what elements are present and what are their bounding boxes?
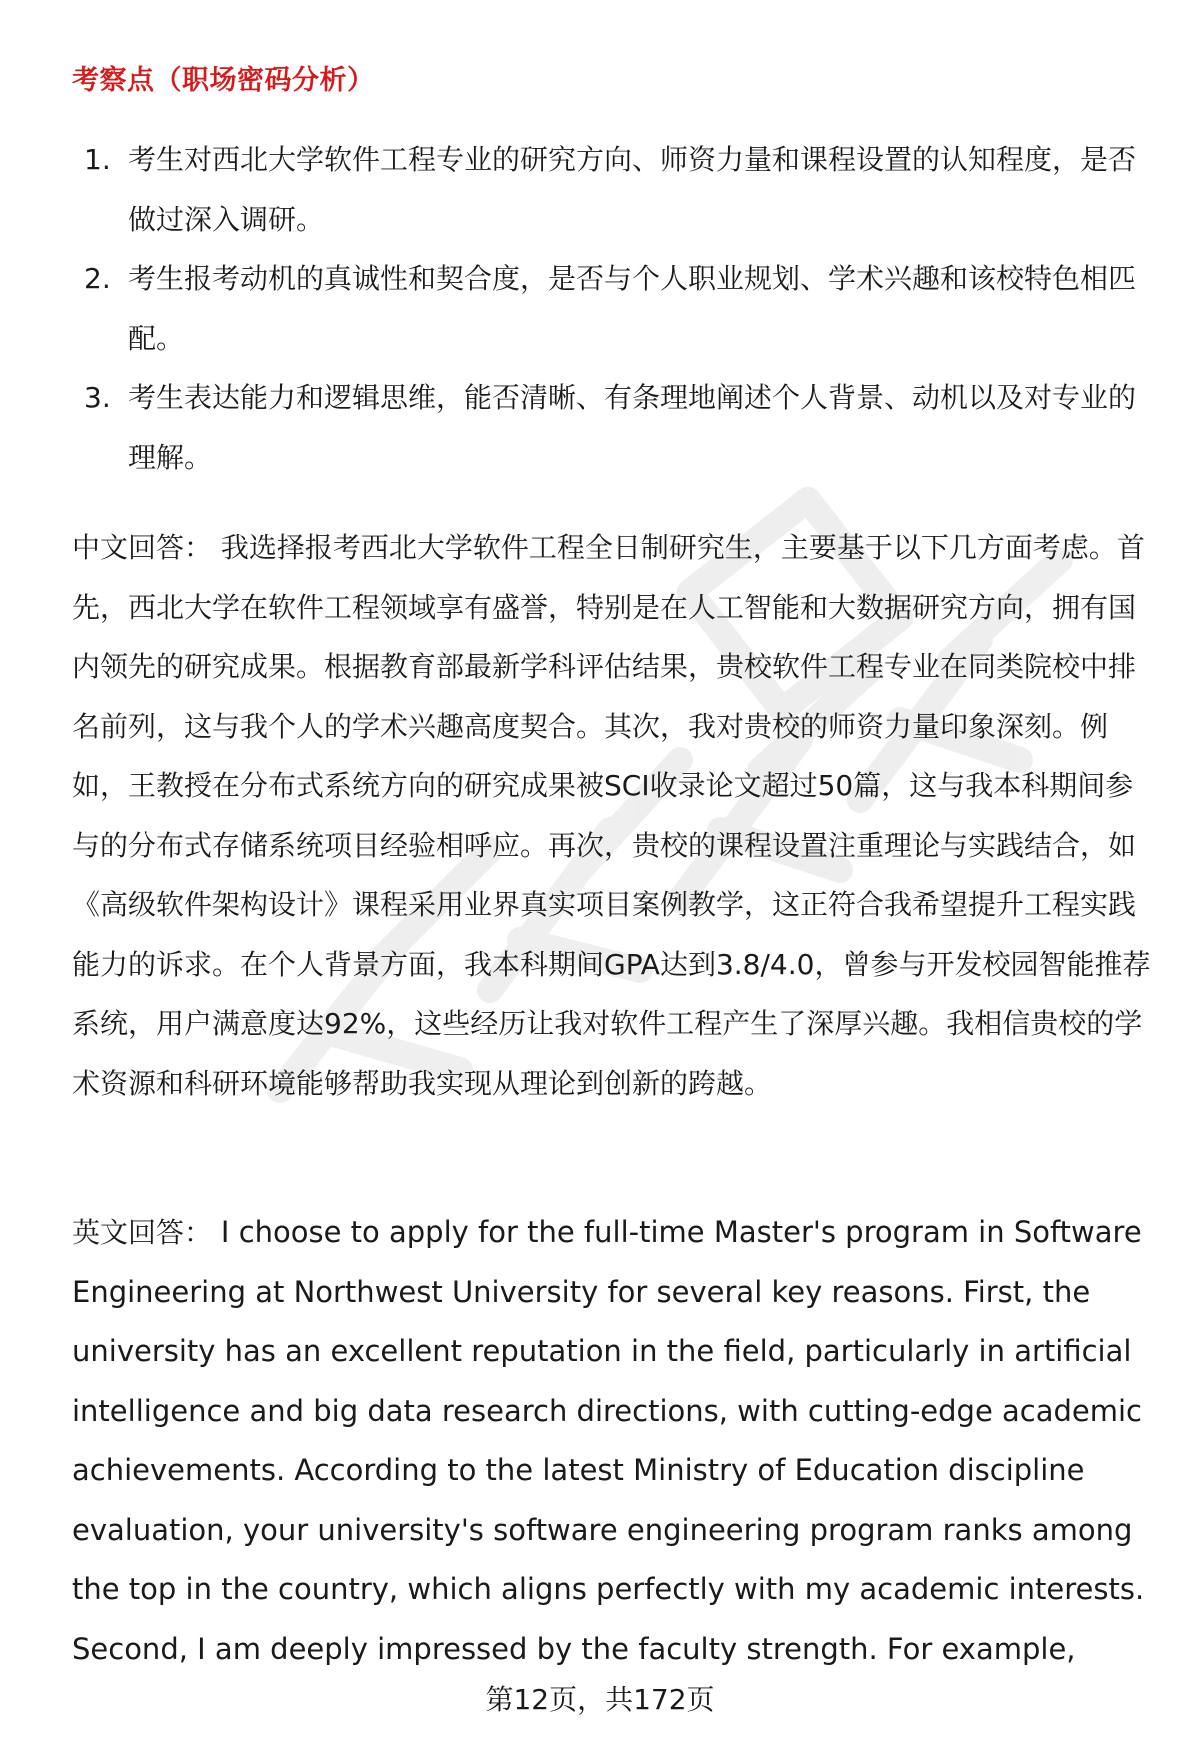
list-item-number: 2. (84, 262, 111, 295)
english-answer (72, 1203, 1157, 1679)
english-answer-text: I choose to apply for the full-time Master's program in Software Engineering at Northwest University for several key reasons. First, the university has an excellent reputation in the field, particularly in artificial intelligence and big data research directions, with cutting-edge academic achievements. According to the latest Ministry of Education discipline evaluation, your university's software engineering program ranks among the top in the country, which aligns perfectly with my academic interests. Second, I am deeply impressed by the faculty strength. For example, (72, 1215, 1145, 1666)
list-item-text: 考生报考动机的真诚性和契合度，是否与个人职业规划、学术兴趣和该校特色相匹配。 (128, 262, 1137, 355)
list-item (72, 130, 1152, 249)
chinese-answer-label: 中文回答： (72, 531, 213, 564)
chinese-answer-text: 我选择报考西北大学软件工程全日制研究生，主要基于以下几方面考虑。首先，西北大学在软件工程领域享有盛誉，特别是在人工智能和大数据研究方向，拥有国内领先的研究成果。根据教育部最新学科评估结果，贵校软件工程专业在同类院校中排名前列，这与我个人的学术兴趣高度契合。其次，我对贵校的师资力量印象深刻。例如，王教授在分布式系统方向的研究成果被SCI收录论文超过50篇，这与我本科期间参与的分布式存储系统项目经验相呼应。再次，贵校的课程设置注重理论与实践结合，如《高级软件架构设计》课程采用业界真实项目案例教学，这正符合我希望提升工程实践能力的诉求。在个人背景方面，我本科期间GPA达到3.8/4.0，曾参与开发校园智能推荐系统，用户满意度达92%，这些经历让我对软件工程产生了深厚兴趣。我相信贵校的学术资源和科研环境能够帮助我实现从理论到创新的跨越。 (72, 531, 1151, 1100)
list-item-text: 考生对西北大学软件工程专业的研究方向、师资力量和课程设置的认知程度，是否做过深入调研。 (128, 143, 1137, 236)
list-item-text: 考生表达能力和逻辑思维，能否清晰、有条理地阐述个人背景、动机以及对专业的理解。 (128, 381, 1137, 474)
assessment-points-list (72, 130, 1152, 487)
page-number-footer: 第12页，共172页 (485, 1683, 715, 1716)
list-item-number: 1. (84, 143, 111, 176)
list-item (72, 368, 1152, 487)
chinese-answer (72, 518, 1157, 1113)
english-answer-label: 英文回答： (72, 1216, 213, 1249)
list-item (72, 249, 1152, 368)
list-item-number: 3. (84, 381, 111, 414)
section-title: 考察点（职场密码分析） (72, 65, 375, 96)
